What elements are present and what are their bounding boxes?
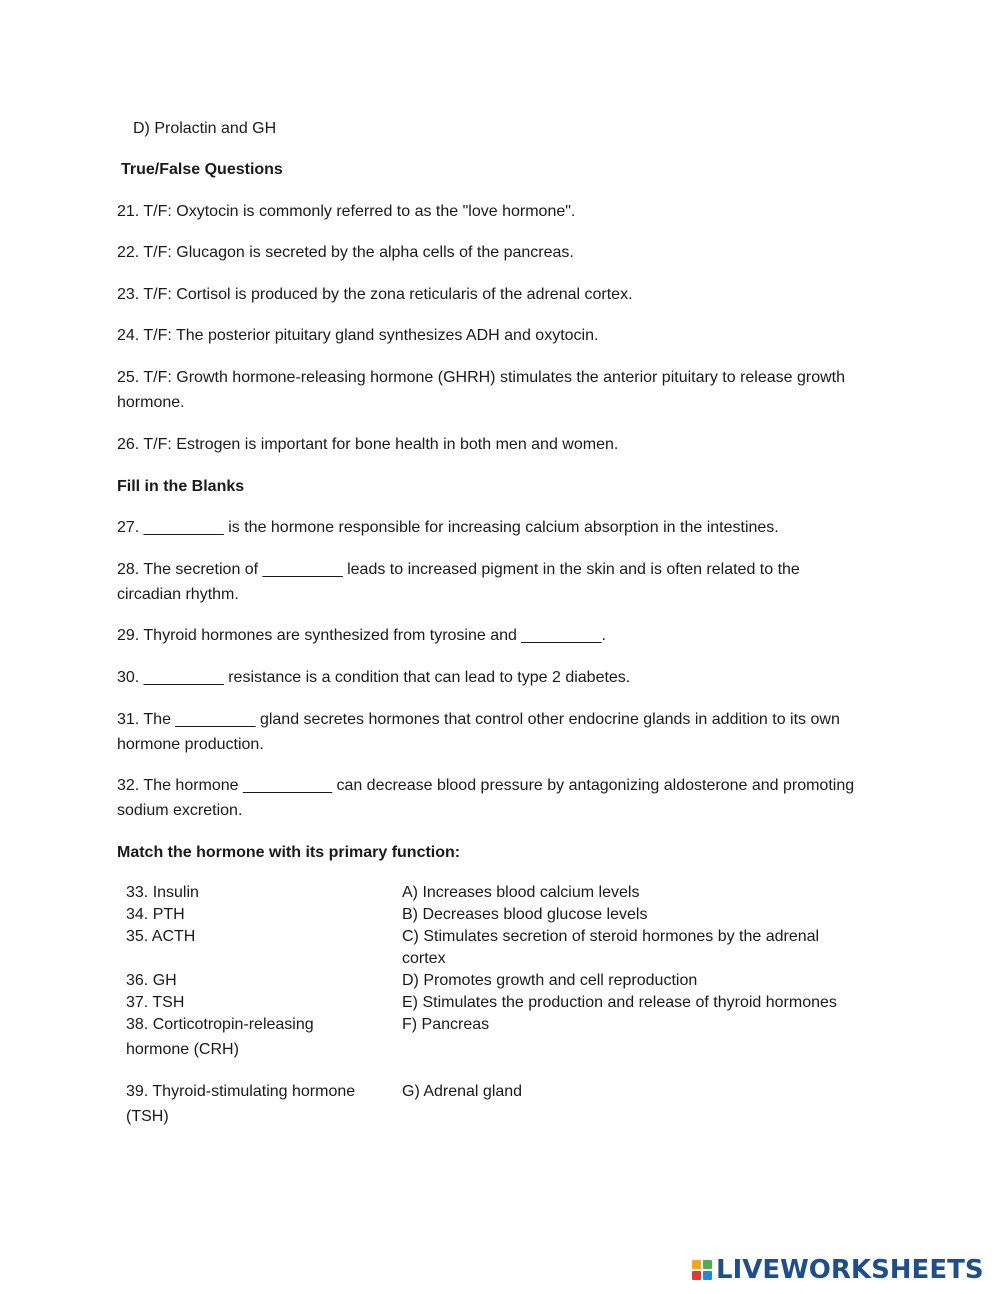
logo-text: LIVEWORKSHEETS (716, 1255, 984, 1285)
liveworksheets-logo (692, 1254, 984, 1286)
fill-question-32: 32. The hormone __________ can decrease blood pressure by antagonizing aldosterone and promoting (117, 777, 855, 794)
logo-blocks-icon (692, 1260, 712, 1280)
match-left-38-cont: hormone (CRH) (126, 1041, 239, 1058)
fill-question-31: 31. The _________ gland secretes hormones that control other endocrine glands in addition to its own (117, 711, 840, 728)
match-left-38: 38. Corticotropin-releasing (126, 1016, 314, 1033)
fill-question-30: 30. _________ resistance is a condition that can lead to type 2 diabetes. (117, 669, 631, 686)
match-right-c: C) Stimulates secretion of steroid hormones by the adrenal (402, 928, 820, 945)
fill-question-29: 29. Thyroid hormones are synthesized from tyrosine and _________. (117, 627, 606, 644)
tf-question-22: 22. T/F: Glucagon is secreted by the alpha cells of the pancreas. (117, 244, 574, 261)
fill-question-32-cont: sodium excretion. (117, 802, 243, 819)
logo-block (692, 1260, 701, 1269)
tf-heading: True/False Questions (121, 161, 283, 178)
fill-heading: Fill in the Blanks (117, 478, 245, 495)
match-right-e: E) Stimulates the production and release of thyroid hormones (402, 994, 837, 1011)
fill-question-27: 27. _________ is the hormone responsible for increasing calcium absorption in the intestines. (117, 519, 779, 536)
match-right-f: F) Pancreas (402, 1016, 490, 1033)
tf-question-25: 25. T/F: Growth hormone-releasing hormone (GHRH) stimulates the anterior pituitary to release growth (117, 369, 846, 386)
match-left-34: 34. PTH (126, 906, 185, 923)
tf-question-26: 26. T/F: Estrogen is important for bone health in both men and women. (117, 436, 619, 453)
match-right-g: G) Adrenal gland (402, 1083, 523, 1100)
match-left-39: 39. Thyroid-stimulating hormone (126, 1083, 356, 1100)
logo-block (703, 1271, 712, 1280)
match-left-36: 36. GH (126, 972, 177, 989)
match-left-37: 37. TSH (126, 994, 185, 1011)
tf-question-24: 24. T/F: The posterior pituitary gland synthesizes ADH and oxytocin. (117, 327, 599, 344)
match-right-d: D) Promotes growth and cell reproduction (402, 972, 698, 989)
tf-question-23: 23. T/F: Cortisol is produced by the zona reticularis of the adrenal cortex. (117, 286, 633, 303)
match-right-a: A) Increases blood calcium levels (402, 884, 640, 901)
logo-block (703, 1260, 712, 1269)
tf-question-21: 21. T/F: Oxytocin is commonly referred to as the "love hormone". (117, 203, 576, 220)
match-left-35: 35. ACTH (126, 928, 196, 945)
match-left-33: 33. Insulin (126, 884, 199, 901)
match-heading: Match the hormone with its primary function: (117, 844, 461, 861)
logo-block (692, 1271, 701, 1280)
tf-question-25-cont: hormone. (117, 394, 185, 411)
fill-question-28-cont: circadian rhythm. (117, 586, 239, 603)
match-left-39-cont: (TSH) (126, 1108, 169, 1125)
fill-question-28: 28. The secretion of _________ leads to increased pigment in the skin and is often related to the (117, 561, 800, 578)
match-right-b: B) Decreases blood glucose levels (402, 906, 648, 923)
previous-option: D) Prolactin and GH (133, 120, 277, 137)
match-right-c-cont: cortex (402, 950, 446, 967)
fill-question-31-cont: hormone production. (117, 736, 264, 753)
